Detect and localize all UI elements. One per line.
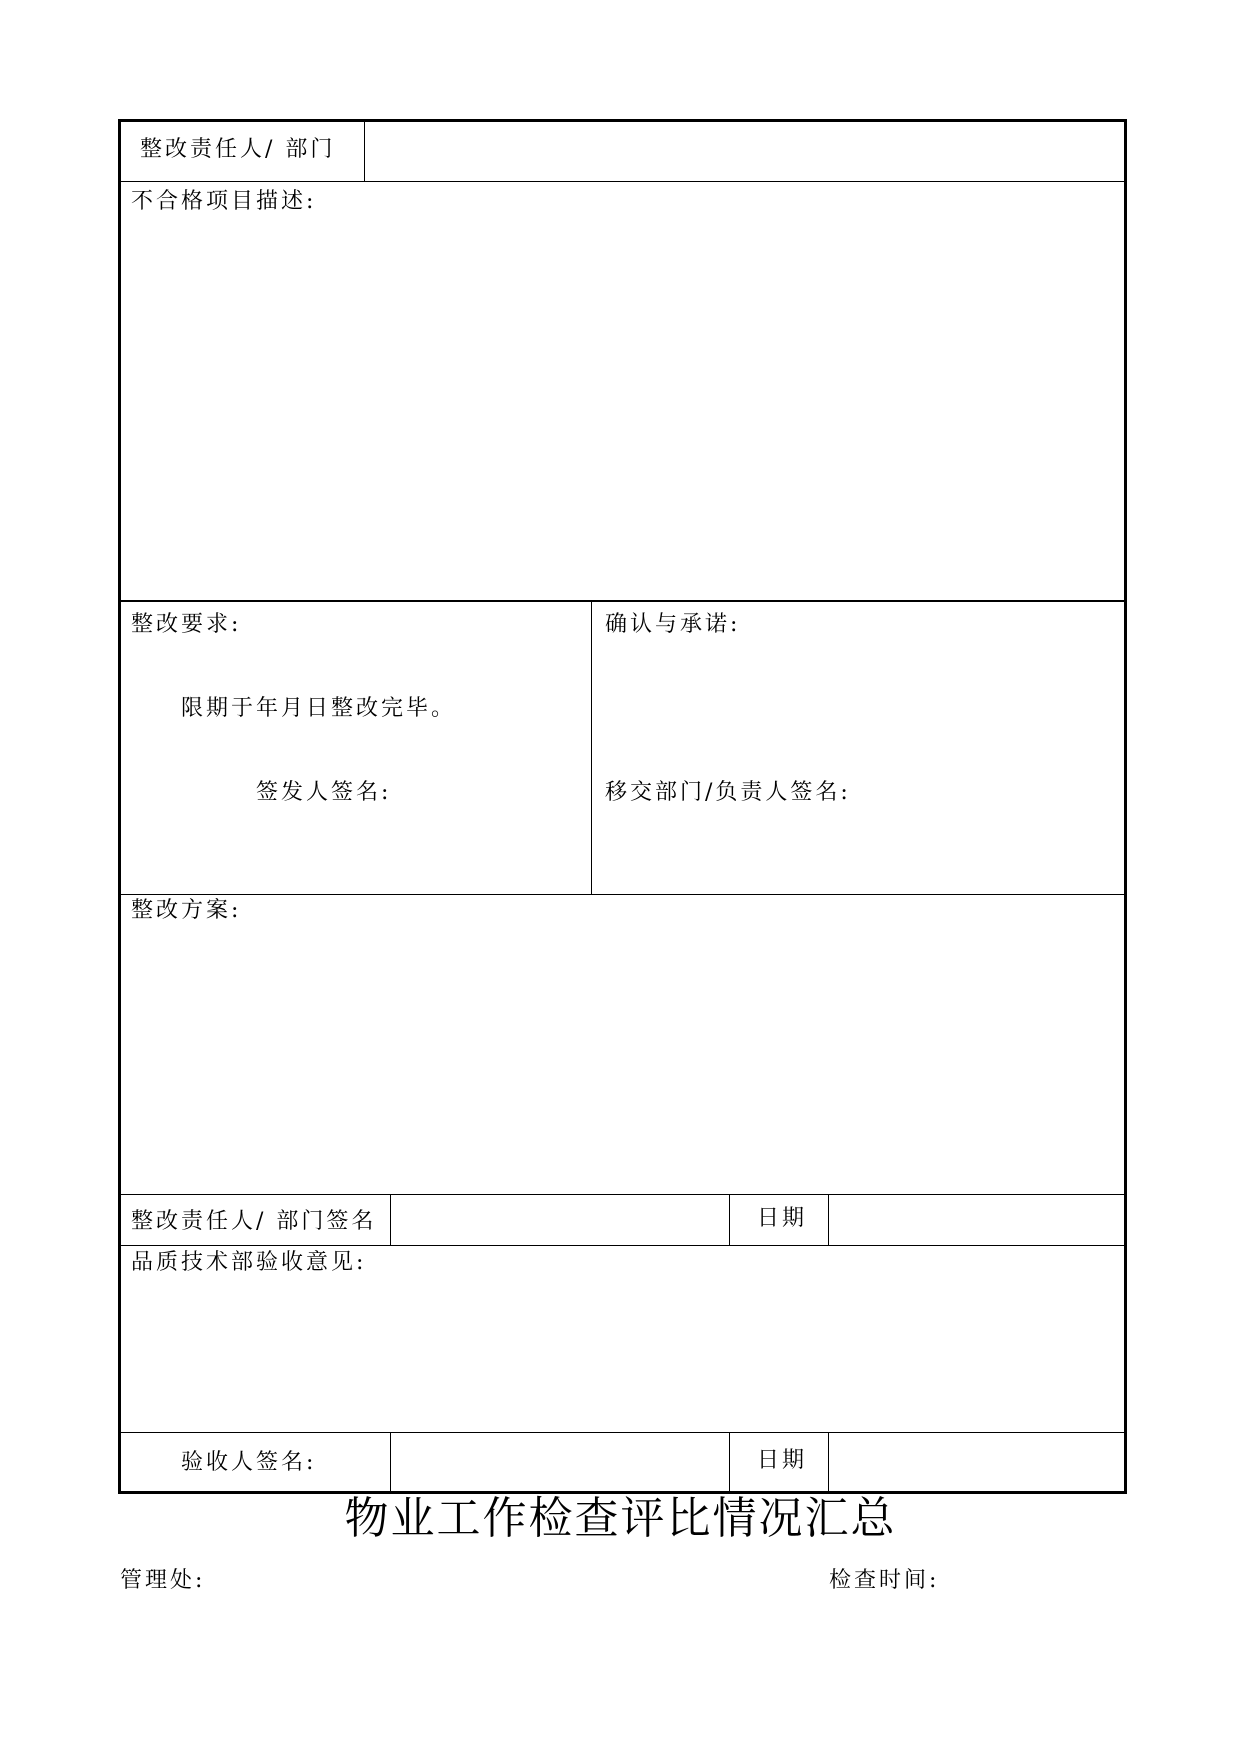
qa-opinion-label: 品质技术部验收意见: (131, 1250, 367, 1275)
confirm-label: 确认与承诺: (605, 612, 741, 637)
nonconformity-label: 不合格项目描述: (131, 189, 317, 214)
plan-label: 整改方案: (131, 898, 242, 923)
divider-responsible (364, 119, 365, 182)
rectification-form (118, 119, 1127, 1494)
divider-sign (729, 1194, 730, 1245)
summary-title: 物业工作检查评比情况汇总 (344, 1493, 897, 1544)
row-divider (118, 894, 1127, 895)
divider-sign (828, 1194, 829, 1245)
row-divider (118, 600, 1127, 602)
responsible-dept-label: 整改责任人/ 部门 (140, 137, 336, 162)
divider-requirement (591, 600, 592, 894)
row-divider (118, 181, 1127, 182)
divider-accept (729, 1432, 730, 1493)
acceptor-sign-label: 验收人签名: (181, 1450, 317, 1475)
issuer-sign-label: 签发人签名: (256, 780, 392, 805)
deadline-text: 限期于年月日整改完毕。 (181, 696, 457, 721)
management-label: 管理处: (120, 1568, 206, 1593)
divider-accept (390, 1432, 391, 1493)
date-label: 日期 (757, 1448, 808, 1473)
row-divider (118, 1432, 1127, 1433)
row-divider (118, 1245, 1127, 1246)
divider-sign (390, 1194, 391, 1245)
divider-accept (828, 1432, 829, 1493)
date-label: 日期 (757, 1206, 808, 1231)
row-divider (118, 1194, 1127, 1195)
responsible-sign-label: 整改责任人/ 部门签名 (131, 1209, 377, 1234)
transfer-sign-label: 移交部门/负责人签名: (605, 780, 851, 805)
inspection-time-label: 检查时间: (829, 1568, 940, 1593)
requirement-label: 整改要求: (131, 612, 242, 637)
